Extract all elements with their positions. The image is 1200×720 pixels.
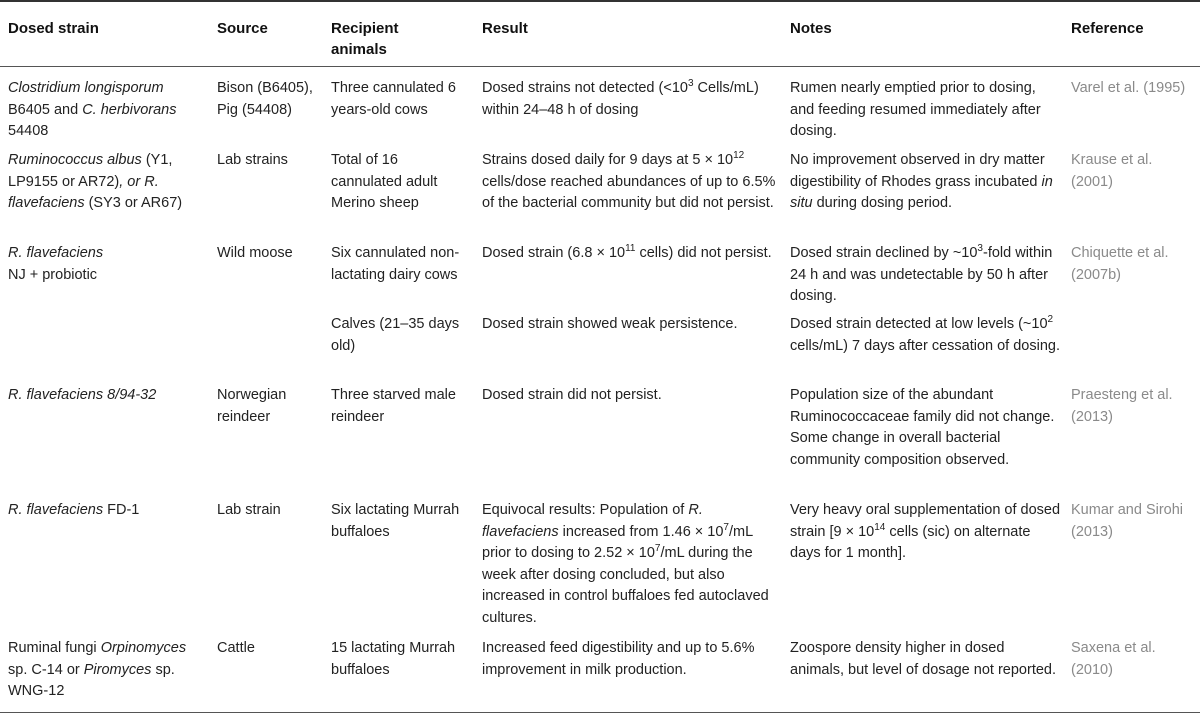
header-result: Result [482,20,528,37]
cell-source: Wild moose [217,245,293,261]
cell-notes: Very heavy oral supplementation of dosed strain [$9 \times 10^{14}$ cells (sic) on alternate days for 1 month]. [790,502,1061,561]
cell-source: Bison (B6405), Pig (54408) [217,80,313,118]
cell-reference: Chiquette et al. (2007b) [1071,245,1169,283]
cell-dosed-strain: Ruminococcus albus (Y1, LP9155 or AR72), or R. flavefaciens (SY3 or AR67) [8,152,183,211]
cell-reference: Praesteng et al. (2013) [1071,387,1173,425]
cell-reference: Saxena et al. (2010) [1071,640,1156,678]
cell-recipient-animals: Six lactating Murrah buffaloes [331,502,460,540]
cell-result: Equivocal results: Population of R. flavefaciens increased from $1.46 \times 10^7/mL$ prior to dosing to $2.52 \times 10^7/mL$ during the week after dosing concluded, but also increased in control buffaloes fed autoclaved cultures. [482,502,769,626]
header-reference: Reference [1071,20,1144,37]
cell-result: Strains dosed daily for 9 days at $5 \times 10^{12}$ cells/dose reached abundances of up to 6.5% of the bacterial community but did not persist. [482,150,776,211]
cell-reference: Krause et al. (2001) [1071,152,1153,190]
cell-notes: Population size of the abundant Ruminococcaceae family did not change. Some change in overall bacterial community composition observed. [790,387,1055,468]
cell-dosed-strain: R. flavefaciens FD-1 [8,502,140,518]
cell-dosed-strain: Ruminal fungi Orpinomyces sp. C-14 or Piromyces sp. WNG-12 [8,640,187,699]
cell-recipient-animals: Six cannulated non-lactating dairy cows [331,245,460,283]
cell-recipient-animals: 15 lactating Murrah buffaloes [331,640,456,678]
cell-dosed-strain: R. flavefaciens NJ + probiotic [8,245,104,283]
cell-result: Dosed strains not detected ($<10^3$ Cells/mL) within 24–48 h of dosing [482,78,759,118]
header-notes: Notes [790,20,832,37]
header-dosed-strain: Dosed strain [8,20,99,37]
cell-dosed-strain: R. flavefaciens 8/94-32 [8,387,157,403]
cell-notes: Rumen nearly emptied prior to dosing, and feeding resumed immediately after dosing. [790,80,1041,139]
cell-source: Lab strain [217,502,281,518]
table-bottom-rule [0,712,1200,713]
header-source: Source [217,20,268,37]
cell-dosed-strain: Clostridium longisporum B6405 and C. herbivorans 54408 [8,80,177,139]
cell-notes: Dosed strain declined by $\sim 10^3$-fold within 24 h and was undetectable by 50 h after dosing. [790,243,1053,304]
cell-recipient-animals: Calves (21–35 days old) [331,316,460,354]
cell-reference: Kumar and Sirohi (2013) [1071,502,1184,540]
cell-recipient-animals: Total of 16 cannulated adult Merino sheep [331,152,438,211]
header-recipient-animals: Recipient animals [331,20,399,58]
cell-source: Cattle [217,640,255,656]
cell-result: Dosed strain did not persist. [482,387,662,403]
cell-notes: Zoospore density higher in dosed animals, but level of dosage not reported. [790,640,1056,678]
cell-recipient-animals: Three starved male reindeer [331,387,456,425]
cell-source: Norwegian reindeer [217,387,287,425]
cell-notes: Dosed strain detected at low levels ($\sim 10^2$ cells/mL) 7 days after cessation of dosing. [790,314,1060,354]
header-rule [0,66,1200,67]
cell-source: Lab strains [217,152,288,168]
table-top-rule [0,0,1200,2]
cell-notes: No improvement observed in dry matter digestibility of Rhodes grass incubated in situ during dosing period. [790,152,1053,211]
cell-result: Increased feed digestibility and up to 5.6% improvement in milk production. [482,640,755,678]
cell-recipient-animals: Three cannulated 6 years-old cows [331,80,456,118]
cell-reference: Varel et al. (1995) [1071,80,1186,96]
cell-result: Dosed strain showed weak persistence. [482,316,738,332]
cell-result: Dosed strain ($6.8 \times 10^{11}$ cells) did not persist. [482,243,772,261]
